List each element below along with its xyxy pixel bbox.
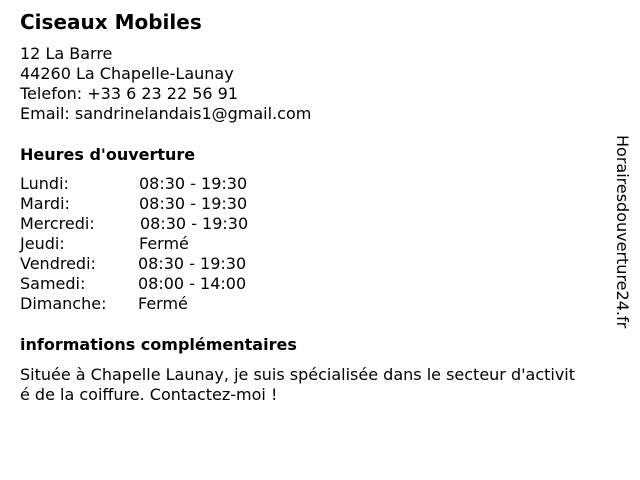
- address-block: [20, 44, 311, 124]
- hours-time: 08:30 - 19:30: [139, 174, 248, 193]
- additional-info-heading: informations complémentaires: [20, 335, 297, 354]
- hours-day: Mercredi:: [20, 214, 95, 233]
- hours-day: Samedi:: [20, 274, 86, 293]
- email-address: Email: sandrinelandais1@gmail.com: [20, 104, 312, 123]
- hours-time: Fermé: [139, 234, 189, 253]
- hours-day: Jeudi:: [20, 234, 65, 253]
- hours-day: Mardi:: [20, 194, 70, 213]
- address-street: 12 La Barre: [20, 44, 113, 63]
- hours-time: 08:30 - 19:30: [140, 214, 249, 233]
- hours-time: Fermé: [138, 294, 188, 313]
- hours-day: Lundi:: [20, 174, 69, 193]
- additional-info-text: Située à Chapelle Launay, je suis spécialisée dans le secteur d'activité de la coiffure. Contactez-moi !: [20, 365, 576, 404]
- hours-time: 08:00 - 14:00: [138, 274, 247, 293]
- hours-time: 08:30 - 19:30: [138, 254, 247, 273]
- phone-number: Telefon: +33 6 23 22 56 91: [20, 84, 239, 103]
- watermark-text: Horairesdouverture24.fr: [613, 135, 632, 329]
- business-name: Ciseaux Mobiles: [20, 10, 202, 34]
- hours-day: Vendredi:: [20, 254, 96, 273]
- hours-time: 08:30 - 19:30: [139, 194, 248, 213]
- hours-day: Dimanche:: [20, 294, 107, 313]
- site-watermark: [612, 135, 632, 345]
- opening-hours-heading: Heures d'ouverture: [20, 145, 196, 164]
- address-city: 44260 La Chapelle-Launay: [20, 64, 234, 83]
